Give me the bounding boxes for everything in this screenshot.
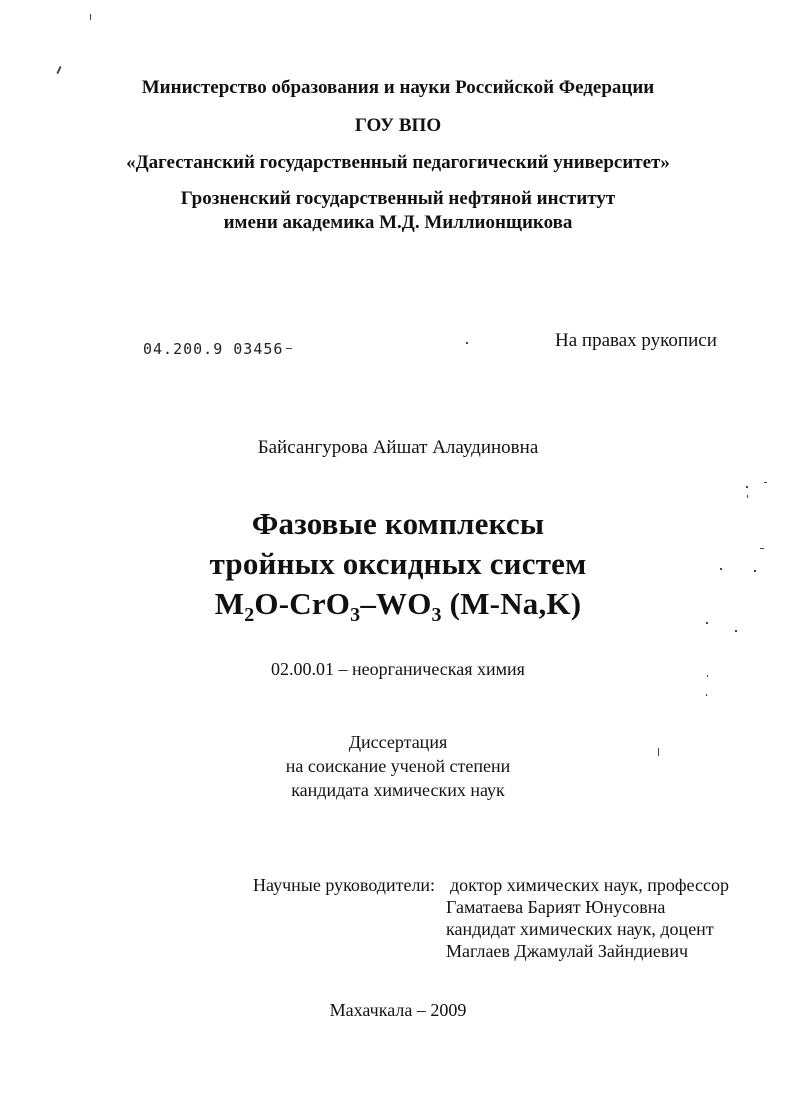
place-year: Махачкала – 2009 <box>329 1000 467 1020</box>
scan-speck <box>760 548 764 549</box>
scan-speck <box>658 748 659 756</box>
institute-line2: имени академика М.Д. Миллионщикова <box>223 212 573 233</box>
formula-m: M <box>214 586 245 621</box>
institute-line1: Грозненский государственный нефтяной институт <box>180 188 616 209</box>
author-name: Байсангурова Айшат Алаудиновна <box>257 437 539 458</box>
org-type: ГОУ ВПО <box>354 115 442 136</box>
scan-speck <box>735 630 737 632</box>
formula-sub3: 3 <box>431 604 442 627</box>
supervisors-label: Научные руководители: <box>253 875 436 895</box>
dissertation-line3: кандидата химических наук <box>291 780 505 800</box>
specialty: 02.00.01 – неорганическая химия <box>271 659 525 679</box>
scan-speck <box>720 568 722 570</box>
scan-speck <box>754 570 756 572</box>
formula-dash: –WO <box>360 586 432 621</box>
title-line1: Фазовые комплексы <box>251 506 545 541</box>
supervisor2-name: Маглаев Джамулай Зайндиевич <box>446 941 689 961</box>
scan-speck <box>56 66 61 74</box>
formula-tail: (M-Na,K) <box>441 586 582 621</box>
scan-speck <box>764 482 767 483</box>
supervisor2-degree: кандидат химических наук, доцент <box>446 919 714 939</box>
supervisor1-name: Гаматаева Барият Юнусовна <box>446 897 666 917</box>
supervisor1-degree: доктор химических наук, профессор <box>450 875 729 895</box>
ministry-header: Министерство образования и науки Российской Федерации <box>141 77 655 98</box>
title-line2: тройных оксидных систем <box>209 546 587 581</box>
archive-code: 04.200.9 03456 <box>143 340 284 358</box>
dissertation-line2: на соискание ученой степени <box>285 756 511 776</box>
dissertation-line1: Диссертация <box>348 732 448 752</box>
scan-speck <box>90 14 91 20</box>
scan-speck <box>746 486 748 488</box>
manuscript-rights: На правах рукописи <box>555 330 717 351</box>
scan-speck <box>706 622 708 624</box>
formula-mid: O-CrO <box>254 586 351 621</box>
scan-speck <box>286 348 292 349</box>
scan-speck <box>466 342 468 344</box>
scan-speck <box>706 694 707 696</box>
university-name: «Дагестанский государственный педагогический университет» <box>126 152 670 173</box>
formula-sub1: 2 <box>244 604 255 627</box>
title-formula <box>0 586 796 627</box>
formula-sub2: 3 <box>350 604 361 627</box>
scan-speck <box>747 495 748 498</box>
scan-speck <box>707 675 708 677</box>
